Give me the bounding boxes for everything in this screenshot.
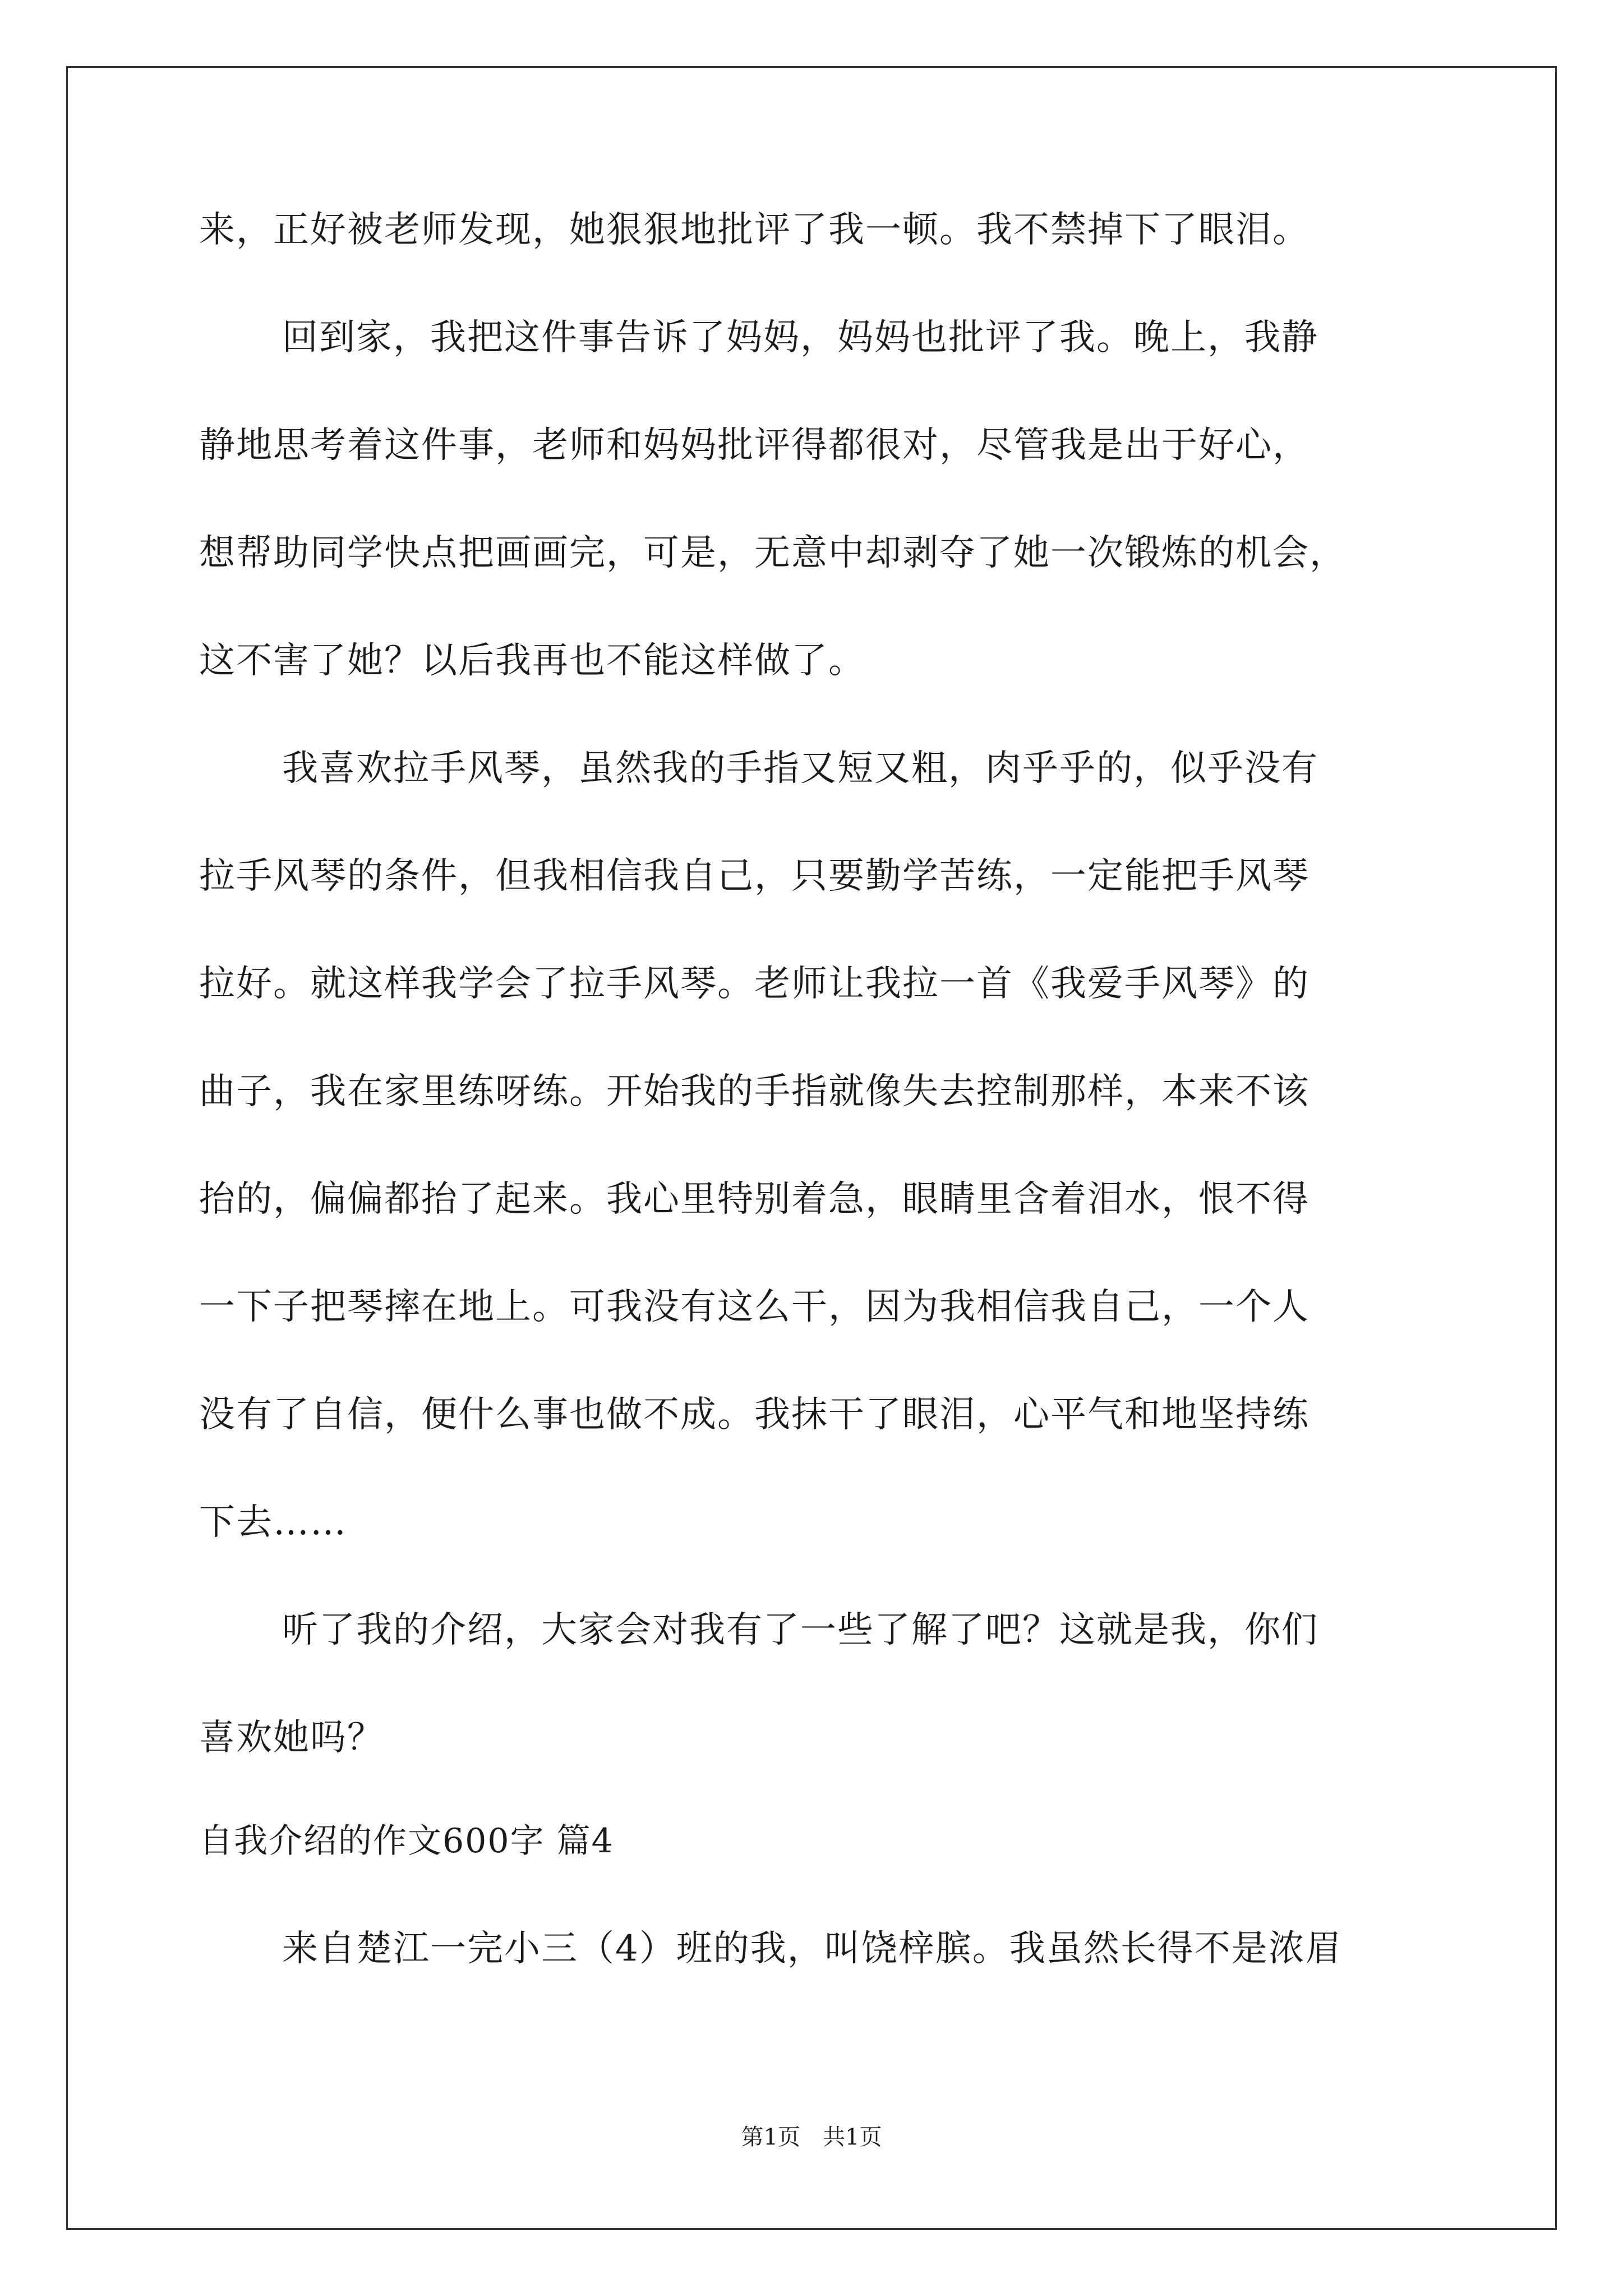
paragraph-line: 来自楚江一完小三（4）班的我，叫饶梓膑。我虽然长得不是浓眉 (282, 1928, 1343, 1970)
paragraph-line: 想帮助同学快点把画画完，可是，无意中却剥夺了她一次锻炼的机会， (199, 532, 1347, 574)
paragraph-line: 拉手风琴的条件，但我相信我自己，只要勤学苦练，一定能把手风琴 (199, 855, 1310, 897)
paragraph-line: 拉好。就这样我学会了拉手风琴。老师让我拉一首《我爱手风琴》的 (199, 963, 1310, 1005)
paragraph-line: 喜欢她吗？ (199, 1717, 384, 1759)
page-border (66, 66, 1557, 2230)
section-heading: 自我介绍的作文600字 篇4 (199, 1821, 614, 1861)
paragraph-line: 回到家，我把这件事告诉了妈妈，妈妈也批评了我。晚上，我静 (282, 317, 1318, 358)
paragraph-line: 静地思考着这件事，老师和妈妈批评得都很对，尽管我是出于好心， (199, 425, 1310, 466)
paragraph-line: 听了我的介绍，大家会对我有了一些了解了吧？这就是我，你们 (282, 1609, 1318, 1651)
paragraph-line: 一下子把琴摔在地上。可我没有这么干，因为我相信我自己，一个人 (199, 1286, 1310, 1328)
paragraph-line: 下去…… (199, 1502, 347, 1543)
paragraph-line: 这不害了她？以后我再也不能这样做了。 (199, 640, 865, 682)
paragraph-line: 我喜欢拉手风琴，虽然我的手指又短又粗，肉乎乎的，似乎没有 (282, 748, 1318, 789)
paragraph-line: 抬的，偏偏都抬了起来。我心里特别着急，眼睛里含着泪水，恨不得 (199, 1179, 1310, 1220)
paragraph-line: 来，正好被老师发现，她狠狠地批评了我一顿。我不禁掉下了眼泪。 (199, 209, 1310, 251)
paragraph-line: 曲子，我在家里练呀练。开始我的手指就像失去控制那样，本来不该 (199, 1071, 1310, 1112)
paragraph-line: 没有了自信，便什么事也做不成。我抹干了眼泪，心平气和地坚持练 (199, 1394, 1310, 1435)
page-footer: 第1页 共1页 (741, 2124, 882, 2150)
